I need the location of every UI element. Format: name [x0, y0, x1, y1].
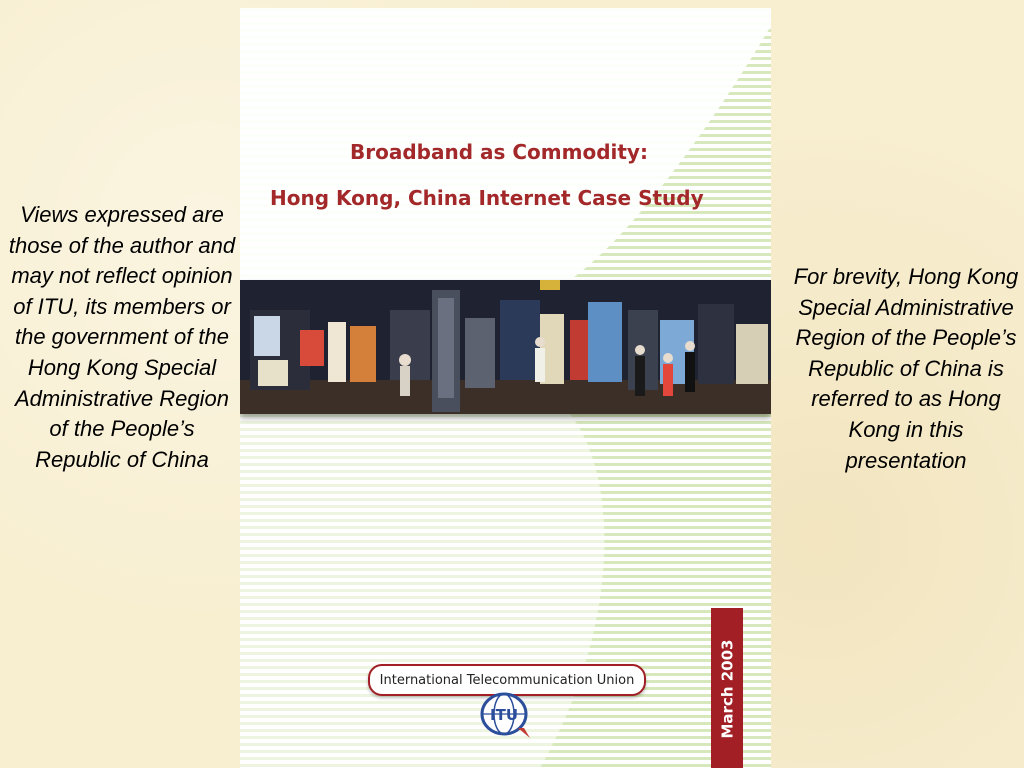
right-brevity-note: For brevity, Hong Kong Special Administrative Region of the People’s Republic of China is referred to as Hong Kong in this presentation	[793, 264, 1019, 473]
itu-globe-icon	[478, 690, 534, 740]
report-cover	[240, 8, 771, 768]
street-photo-illustration	[240, 280, 771, 414]
cover-date	[714, 616, 740, 761]
cover-date-label: March 2003	[718, 639, 736, 738]
itu-logo-text: ITU	[490, 706, 518, 724]
itu-name-text: International Telecommunication Union	[379, 672, 635, 688]
cover-title-line2: Hong Kong, China Internet Case Study	[270, 186, 704, 210]
street-photo	[240, 280, 771, 414]
left-disclaimer-text: Views expressed are those of the author and may not reflect opinion of ITU, its members or the government of the Hong Kong Special Administrative Region of the People’s Republic of China	[8, 202, 236, 472]
cover-title-line1: Broadband as Commodity:	[350, 140, 648, 164]
